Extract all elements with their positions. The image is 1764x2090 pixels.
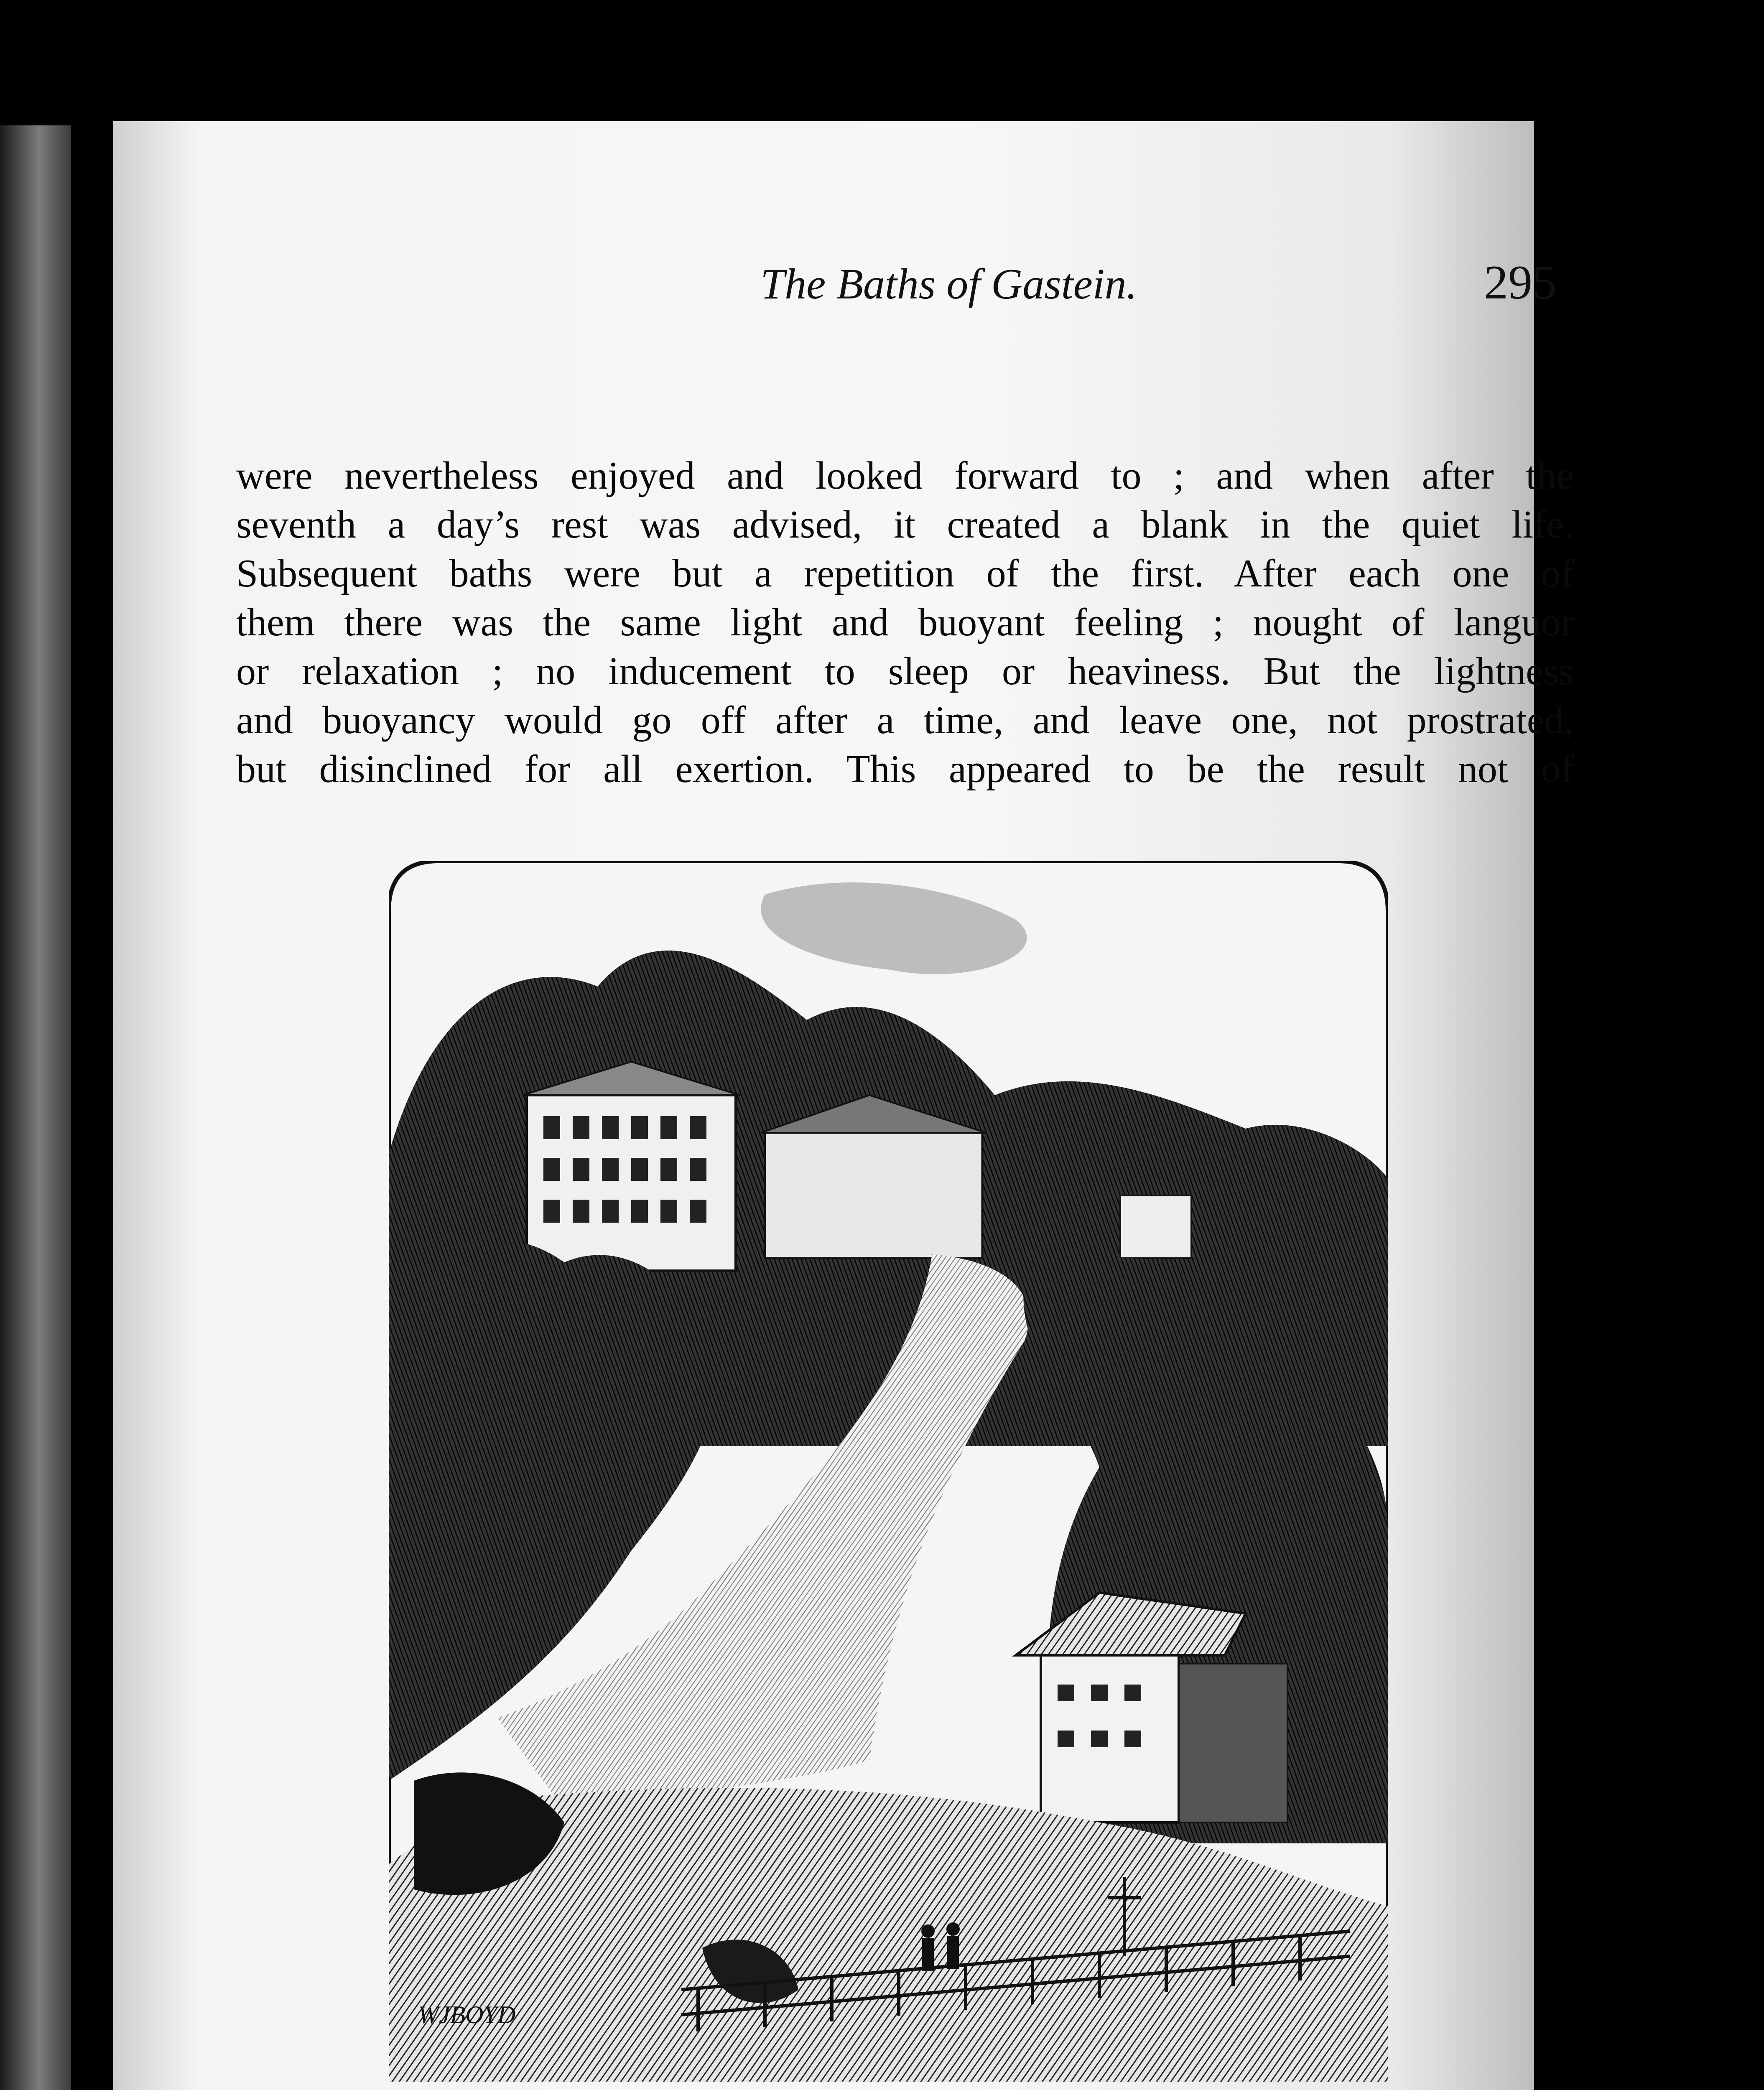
waterfall-engraving <box>389 861 1388 2082</box>
artist-signature: WJBOYD <box>418 2001 516 2029</box>
text-line: were nevertheless enjoyed and looked forward to ; and when after the <box>236 454 1574 497</box>
book-page <box>113 121 1574 2090</box>
text-line: them there was the same light and buoyant feeling ; nought of languor <box>236 601 1574 644</box>
running-head: The Baths of Gastein. <box>760 260 1137 308</box>
text-line: seventh a day’s rest was advised, it created a blank in the quiet life. <box>236 503 1574 546</box>
text-line: and buoyancy would go off after a time, and leave one, not prostrated, <box>236 698 1574 742</box>
text-line: Subsequent baths were but a repetition of the first. After each one of <box>236 552 1574 595</box>
text-line: but disinclined for all exertion. This appeared to be the result not of <box>236 747 1574 791</box>
page-number: 295 <box>1484 256 1557 309</box>
text-line: or relaxation ; no inducement to sleep or heaviness. But the lightness <box>236 650 1574 693</box>
body-text-top <box>236 451 1574 794</box>
previous-page-edge <box>0 125 71 2090</box>
